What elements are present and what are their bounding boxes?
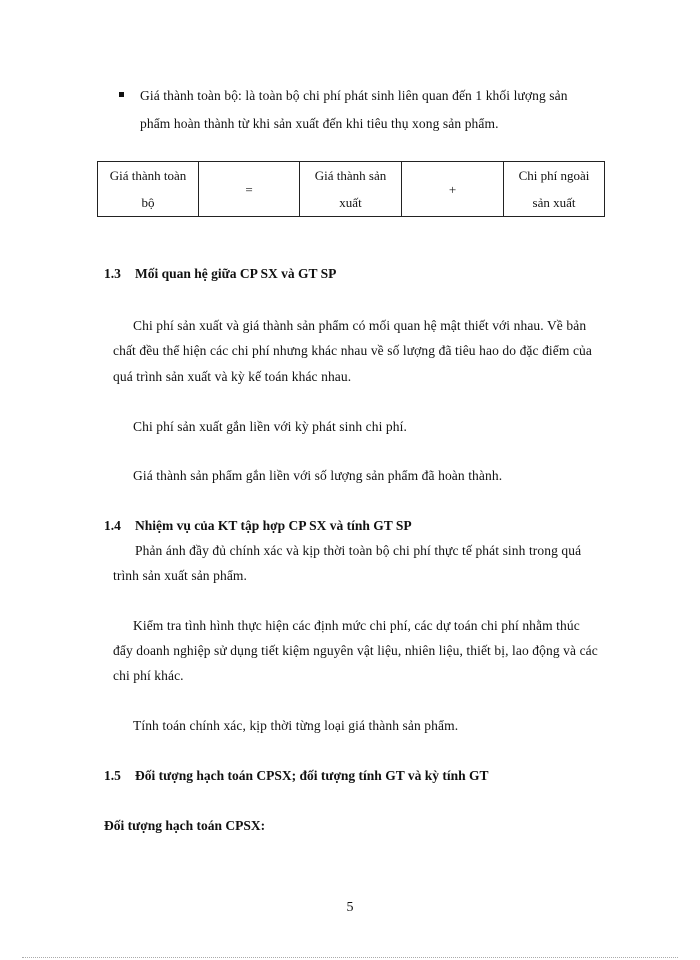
section-1-5-number: 1.5 (104, 768, 121, 783)
section-1-4-para2-line-3: chi phí khác. (113, 668, 184, 683)
section-1-3-para1-line-3: quá trình sản xuất và kỳ kế toán khác nhau. (113, 369, 352, 384)
formula-total-cost-line-2: bộ (141, 195, 155, 210)
section-1-4-para2-line-1: Kiểm tra tình hình thực hiện các định mức chi phí, các dự toán chi phí nhằm thúc (133, 618, 580, 633)
section-1-5-subheading: Đối tượng hạch toán CPSX: (104, 818, 266, 833)
section-1-3-number: 1.3 (104, 266, 121, 281)
section-1-4-para1-line-1: Phản ánh đầy đủ chính xác và kịp thời toàn bộ chi phí thực tế phát sinh trong quá (135, 543, 582, 558)
section-1-3-para1-line-1: Chi phí sản xuất và giá thành sản phẩm có mối quan hệ mật thiết với nhau. Về bản (133, 318, 587, 333)
formula-production-cost-line-1: Giá thành sản (314, 168, 387, 183)
bullet-text-line-2: phẩm hoàn thành từ khi sản xuất đến khi tiêu thụ xong sản phẩm. (140, 116, 499, 131)
formula-total-cost-line-1: Giá thành toàn (109, 168, 187, 183)
formula-plus-cell: + (402, 162, 504, 217)
section-1-4-para1-line-2: trình sản xuất sản phẩm. (113, 568, 247, 583)
cost-formula-table (97, 161, 605, 217)
section-1-4-number: 1.4 (104, 518, 121, 533)
section-1-5-title: Đối tượng hạch toán CPSX; đối tượng tính GT và kỳ tính GT (135, 768, 489, 783)
formula-equals-cell: = (199, 162, 300, 217)
page-number: 5 (346, 900, 354, 915)
section-1-4-title: Nhiệm vụ của KT tập hợp CP SX và tính GT SP (135, 518, 412, 533)
bullet-text-line-1: Giá thành toàn bộ: là toàn bộ chi phí phát sinh liên quan đến 1 khối lượng sản (140, 88, 568, 103)
section-1-3-title: Mối quan hệ giữa CP SX và GT SP (135, 266, 337, 281)
bullet-icon (119, 92, 124, 97)
formula-total-cost-cell (98, 162, 199, 217)
formula-non-production-cost-line-1: Chi phí ngoài (518, 168, 590, 183)
formula-production-cost-line-2: xuất (339, 195, 362, 210)
formula-non-production-cost-cell (504, 162, 605, 217)
section-1-4-para3: Tính toán chính xác, kịp thời từng loại giá thành sản phẩm. (133, 718, 459, 733)
section-1-4-para2-line-2: đẩy doanh nghiệp sử dụng tiết kiệm nguyên vật liệu, nhiên liệu, thiết bị, lao động và các (113, 643, 598, 658)
formula-non-production-cost-line-2: sản xuất (532, 195, 576, 210)
section-1-3-para1-line-2: chất đều thể hiện các chi phí nhưng khác nhau về số lượng đã tiêu hao do đặc điểm của (113, 343, 592, 358)
section-1-3-para2: Chi phí sản xuất gắn liền với kỳ phát sinh chi phí. (133, 419, 407, 434)
formula-production-cost-cell (300, 162, 402, 217)
section-1-3-para3: Giá thành sản phẩm gắn liền với số lượng sản phẩm đã hoàn thành. (133, 468, 503, 483)
page-bottom-border (22, 957, 678, 958)
